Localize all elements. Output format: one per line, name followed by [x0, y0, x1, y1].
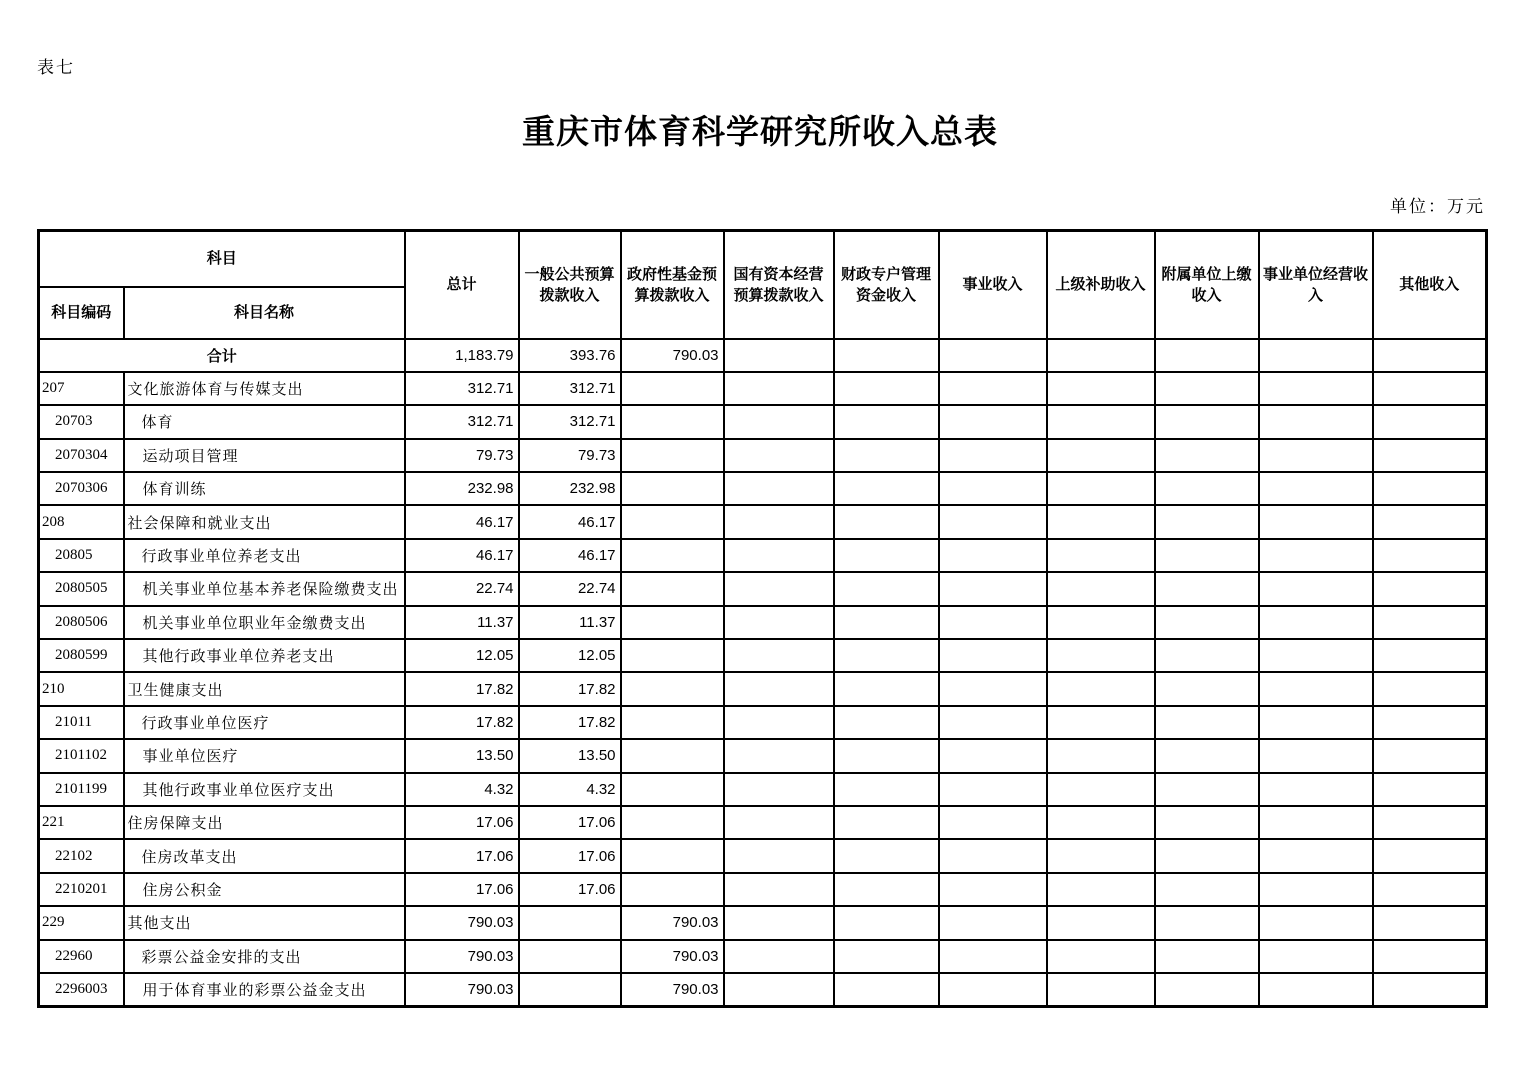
budget-line-row [39, 906, 1487, 939]
amount-cell [724, 339, 834, 372]
amount-cell [621, 606, 724, 639]
name-cell: 机关事业单位职业年金缴费支出 [124, 606, 405, 639]
amount-cell [1373, 539, 1487, 572]
amount-cell [834, 472, 939, 505]
amount-cell: 22.74 [405, 572, 519, 605]
amount-cell [1047, 606, 1155, 639]
amount-cell: 12.05 [405, 639, 519, 672]
budget-line-row [39, 539, 1487, 572]
code-cell: 2296003 [39, 973, 124, 1006]
amount-cell [939, 706, 1047, 739]
amount-cell [1155, 906, 1259, 939]
amount-cell [939, 906, 1047, 939]
amount-cell: 46.17 [405, 505, 519, 538]
amount-cell: 790.03 [621, 339, 724, 372]
col-header-subject-name: 科目名称 [124, 287, 405, 339]
amount-cell [1373, 372, 1487, 405]
amount-cell [724, 505, 834, 538]
amount-cell [1373, 672, 1487, 705]
amount-cell [621, 873, 724, 906]
amount-cell [519, 973, 621, 1006]
amount-cell: 232.98 [519, 472, 621, 505]
budget-line-row [39, 739, 1487, 772]
amount-cell [939, 472, 1047, 505]
code-cell: 229 [39, 906, 124, 939]
amount-cell [621, 439, 724, 472]
amount-cell [724, 439, 834, 472]
amount-cell: 17.82 [405, 672, 519, 705]
unit-label: 单位：万元 [1390, 197, 1485, 216]
amount-cell [1155, 372, 1259, 405]
amount-cell [834, 439, 939, 472]
income-summary-table [37, 229, 1488, 1008]
amount-cell [834, 906, 939, 939]
amount-cell [939, 372, 1047, 405]
amount-cell: 393.76 [519, 339, 621, 372]
amount-cell [724, 940, 834, 973]
amount-cell [1259, 839, 1373, 872]
amount-cell [724, 372, 834, 405]
amount-cell: 22.74 [519, 572, 621, 605]
amount-cell [939, 339, 1047, 372]
amount-cell [1155, 505, 1259, 538]
amount-cell [1259, 606, 1373, 639]
amount-cell [834, 639, 939, 672]
amount-cell [724, 639, 834, 672]
budget-line-row [39, 672, 1487, 705]
amount-cell [724, 806, 834, 839]
amount-cell [724, 606, 834, 639]
amount-cell [1373, 940, 1487, 973]
amount-cell [1259, 405, 1373, 438]
amount-cell [939, 806, 1047, 839]
amount-cell [724, 539, 834, 572]
amount-cell [939, 773, 1047, 806]
amount-cell [1047, 940, 1155, 973]
amount-cell [939, 940, 1047, 973]
code-cell: 2070304 [39, 439, 124, 472]
amount-cell [724, 773, 834, 806]
amount-cell [1155, 739, 1259, 772]
amount-cell: 11.37 [405, 606, 519, 639]
amount-cell: 312.71 [405, 372, 519, 405]
amount-cell [1155, 672, 1259, 705]
amount-cell [1373, 439, 1487, 472]
col-header-superior-subsidy: 上级补助收入 [1047, 231, 1155, 339]
amount-cell [1047, 372, 1155, 405]
amount-cell [939, 973, 1047, 1006]
amount-cell [1047, 739, 1155, 772]
amount-cell [1373, 739, 1487, 772]
amount-cell [1259, 873, 1373, 906]
amount-cell [1047, 405, 1155, 438]
amount-cell [1259, 472, 1373, 505]
budget-line-row [39, 439, 1487, 472]
amount-cell [621, 773, 724, 806]
amount-cell [1047, 472, 1155, 505]
col-header-total: 总计 [405, 231, 519, 339]
amount-cell [1373, 839, 1487, 872]
amount-cell [1259, 372, 1373, 405]
amount-cell [939, 839, 1047, 872]
budget-line-row [39, 806, 1487, 839]
amount-cell [1259, 806, 1373, 839]
budget-line-row [39, 773, 1487, 806]
header-row-top [39, 231, 1487, 287]
amount-cell [1155, 839, 1259, 872]
amount-cell [1155, 973, 1259, 1006]
amount-cell [519, 940, 621, 973]
amount-cell: 4.32 [405, 773, 519, 806]
code-cell: 207 [39, 372, 124, 405]
amount-cell [724, 873, 834, 906]
amount-cell: 17.06 [405, 806, 519, 839]
col-header-business-operation-income: 事业单位经营收入 [1259, 231, 1373, 339]
amount-cell [1155, 639, 1259, 672]
amount-cell [1047, 873, 1155, 906]
amount-cell: 13.50 [519, 739, 621, 772]
grand-total-label: 合计 [39, 339, 405, 372]
amount-cell [1155, 339, 1259, 372]
amount-cell [621, 505, 724, 538]
table-body [39, 339, 1487, 1007]
amount-cell: 232.98 [405, 472, 519, 505]
amount-cell [834, 773, 939, 806]
amount-cell [1373, 572, 1487, 605]
amount-cell [1155, 806, 1259, 839]
amount-cell [724, 839, 834, 872]
amount-cell: 790.03 [621, 940, 724, 973]
amount-cell [1155, 439, 1259, 472]
budget-line-row [39, 940, 1487, 973]
code-cell: 22102 [39, 839, 124, 872]
amount-cell [1047, 706, 1155, 739]
amount-cell [621, 472, 724, 505]
amount-cell [1047, 439, 1155, 472]
col-header-fiscal-special-account: 财政专户管理资金收入 [834, 231, 939, 339]
name-cell: 体育训练 [124, 472, 405, 505]
amount-cell [939, 672, 1047, 705]
name-cell: 彩票公益金安排的支出 [124, 940, 405, 973]
code-cell: 2080506 [39, 606, 124, 639]
amount-cell [1155, 572, 1259, 605]
budget-line-row [39, 472, 1487, 505]
name-cell: 用于体育事业的彩票公益金支出 [124, 973, 405, 1006]
amount-cell [1259, 505, 1373, 538]
amount-cell [834, 839, 939, 872]
name-cell: 事业单位医疗 [124, 739, 405, 772]
amount-cell [1373, 472, 1487, 505]
amount-cell [1373, 806, 1487, 839]
name-cell: 其他行政事业单位医疗支出 [124, 773, 405, 806]
amount-cell [1373, 505, 1487, 538]
name-cell: 机关事业单位基本养老保险缴费支出 [124, 572, 405, 605]
amount-cell: 17.06 [405, 873, 519, 906]
amount-cell [621, 405, 724, 438]
amount-cell: 79.73 [405, 439, 519, 472]
amount-cell: 12.05 [519, 639, 621, 672]
amount-cell [1373, 973, 1487, 1006]
sheet-label: 表七 [37, 58, 75, 77]
amount-cell [939, 539, 1047, 572]
amount-cell: 312.71 [405, 405, 519, 438]
amount-cell [621, 639, 724, 672]
amount-cell [724, 572, 834, 605]
amount-cell [1155, 773, 1259, 806]
col-header-affiliated-remittance: 附属单位上缴收入 [1155, 231, 1259, 339]
amount-cell [1259, 739, 1373, 772]
amount-cell [1047, 639, 1155, 672]
name-cell: 文化旅游体育与传媒支出 [124, 372, 405, 405]
amount-cell [834, 973, 939, 1006]
amount-cell [621, 672, 724, 705]
amount-cell [1259, 973, 1373, 1006]
code-cell: 2080599 [39, 639, 124, 672]
amount-cell [1047, 773, 1155, 806]
amount-cell: 790.03 [621, 973, 724, 1006]
amount-cell [1047, 672, 1155, 705]
grand-total-row [39, 339, 1487, 372]
amount-cell [1155, 472, 1259, 505]
budget-line-row [39, 372, 1487, 405]
amount-cell [1259, 439, 1373, 472]
amount-cell [1047, 539, 1155, 572]
name-cell: 运动项目管理 [124, 439, 405, 472]
budget-line-row [39, 706, 1487, 739]
code-cell: 2080505 [39, 572, 124, 605]
budget-line-row [39, 405, 1487, 438]
amount-cell [724, 706, 834, 739]
amount-cell [939, 739, 1047, 772]
amount-cell: 13.50 [405, 739, 519, 772]
amount-cell [621, 539, 724, 572]
col-header-business-income: 事业收入 [939, 231, 1047, 339]
amount-cell [834, 372, 939, 405]
code-cell: 208 [39, 505, 124, 538]
amount-cell [939, 439, 1047, 472]
amount-cell [1373, 706, 1487, 739]
amount-cell [939, 639, 1047, 672]
name-cell: 行政事业单位养老支出 [124, 539, 405, 572]
code-cell: 22960 [39, 940, 124, 973]
amount-cell: 17.06 [405, 839, 519, 872]
budget-line-row [39, 839, 1487, 872]
code-cell: 2101102 [39, 739, 124, 772]
amount-cell: 17.82 [519, 672, 621, 705]
amount-cell: 790.03 [405, 940, 519, 973]
amount-cell [939, 572, 1047, 605]
amount-cell: 46.17 [405, 539, 519, 572]
amount-cell [621, 739, 724, 772]
name-cell: 住房公积金 [124, 873, 405, 906]
name-cell: 行政事业单位医疗 [124, 706, 405, 739]
code-cell: 221 [39, 806, 124, 839]
amount-cell: 11.37 [519, 606, 621, 639]
amount-cell [834, 606, 939, 639]
amount-cell [1259, 572, 1373, 605]
amount-cell [1047, 572, 1155, 605]
amount-cell [724, 405, 834, 438]
code-cell: 20703 [39, 405, 124, 438]
amount-cell [1155, 706, 1259, 739]
amount-cell [1155, 405, 1259, 438]
col-header-subject: 科目 [39, 231, 405, 287]
name-cell: 卫生健康支出 [124, 672, 405, 705]
amount-cell: 17.06 [519, 806, 621, 839]
amount-cell [1155, 940, 1259, 973]
amount-cell [834, 940, 939, 973]
amount-cell [1047, 505, 1155, 538]
budget-line-row [39, 606, 1487, 639]
amount-cell [939, 873, 1047, 906]
col-header-state-capital-budget: 国有资本经营预算拨款收入 [724, 231, 834, 339]
code-cell: 2070306 [39, 472, 124, 505]
name-cell: 住房改革支出 [124, 839, 405, 872]
amount-cell [1047, 339, 1155, 372]
amount-cell [1373, 606, 1487, 639]
amount-cell [1373, 339, 1487, 372]
amount-cell [1259, 539, 1373, 572]
amount-cell: 17.82 [405, 706, 519, 739]
amount-cell: 79.73 [519, 439, 621, 472]
col-header-gov-fund-budget: 政府性基金预算拨款收入 [621, 231, 724, 339]
code-cell: 21011 [39, 706, 124, 739]
col-header-other-income: 其他收入 [1373, 231, 1487, 339]
name-cell: 其他支出 [124, 906, 405, 939]
amount-cell: 4.32 [519, 773, 621, 806]
amount-cell [1047, 806, 1155, 839]
amount-cell [1259, 639, 1373, 672]
amount-cell [621, 572, 724, 605]
code-cell: 2210201 [39, 873, 124, 906]
amount-cell [834, 672, 939, 705]
amount-cell [834, 873, 939, 906]
budget-line-row [39, 572, 1487, 605]
amount-cell [1259, 706, 1373, 739]
amount-cell [834, 706, 939, 739]
name-cell: 社会保障和就业支出 [124, 505, 405, 538]
amount-cell [834, 505, 939, 538]
amount-cell: 1,183.79 [405, 339, 519, 372]
amount-cell [621, 806, 724, 839]
amount-cell [621, 706, 724, 739]
col-header-general-public-budget: 一般公共预算拨款收入 [519, 231, 621, 339]
amount-cell [834, 739, 939, 772]
amount-cell [1155, 606, 1259, 639]
page-title: 重庆市体育科学研究所收入总表 [522, 115, 998, 151]
amount-cell [519, 906, 621, 939]
budget-line-row [39, 973, 1487, 1006]
amount-cell [621, 839, 724, 872]
amount-cell: 312.71 [519, 405, 621, 438]
amount-cell [1047, 973, 1155, 1006]
amount-cell [834, 806, 939, 839]
amount-cell: 46.17 [519, 539, 621, 572]
amount-cell [1259, 339, 1373, 372]
amount-cell [724, 739, 834, 772]
amount-cell [621, 372, 724, 405]
amount-cell [1373, 873, 1487, 906]
table-header [39, 231, 1487, 339]
budget-line-row [39, 639, 1487, 672]
amount-cell [1047, 906, 1155, 939]
name-cell: 住房保障支出 [124, 806, 405, 839]
amount-cell [1047, 839, 1155, 872]
amount-cell [1259, 773, 1373, 806]
amount-cell [724, 672, 834, 705]
amount-cell: 790.03 [405, 973, 519, 1006]
amount-cell [834, 539, 939, 572]
amount-cell [834, 572, 939, 605]
amount-cell: 46.17 [519, 505, 621, 538]
amount-cell [1373, 773, 1487, 806]
amount-cell [1373, 906, 1487, 939]
amount-cell [834, 339, 939, 372]
amount-cell [724, 472, 834, 505]
amount-cell: 312.71 [519, 372, 621, 405]
code-cell: 210 [39, 672, 124, 705]
amount-cell [1155, 539, 1259, 572]
amount-cell: 790.03 [621, 906, 724, 939]
name-cell: 其他行政事业单位养老支出 [124, 639, 405, 672]
amount-cell: 790.03 [405, 906, 519, 939]
amount-cell [1373, 639, 1487, 672]
code-cell: 2101199 [39, 773, 124, 806]
budget-line-row [39, 505, 1487, 538]
code-cell: 20805 [39, 539, 124, 572]
amount-cell [939, 405, 1047, 438]
amount-cell [1259, 940, 1373, 973]
budget-line-row [39, 873, 1487, 906]
amount-cell [939, 606, 1047, 639]
amount-cell [834, 405, 939, 438]
name-cell: 体育 [124, 405, 405, 438]
amount-cell: 17.06 [519, 839, 621, 872]
col-header-subject-code: 科目编码 [39, 287, 124, 339]
amount-cell [724, 906, 834, 939]
amount-cell: 17.82 [519, 706, 621, 739]
amount-cell [1373, 405, 1487, 438]
amount-cell: 17.06 [519, 873, 621, 906]
amount-cell [1259, 672, 1373, 705]
amount-cell [1259, 906, 1373, 939]
amount-cell [939, 505, 1047, 538]
amount-cell [724, 973, 834, 1006]
amount-cell [1155, 873, 1259, 906]
